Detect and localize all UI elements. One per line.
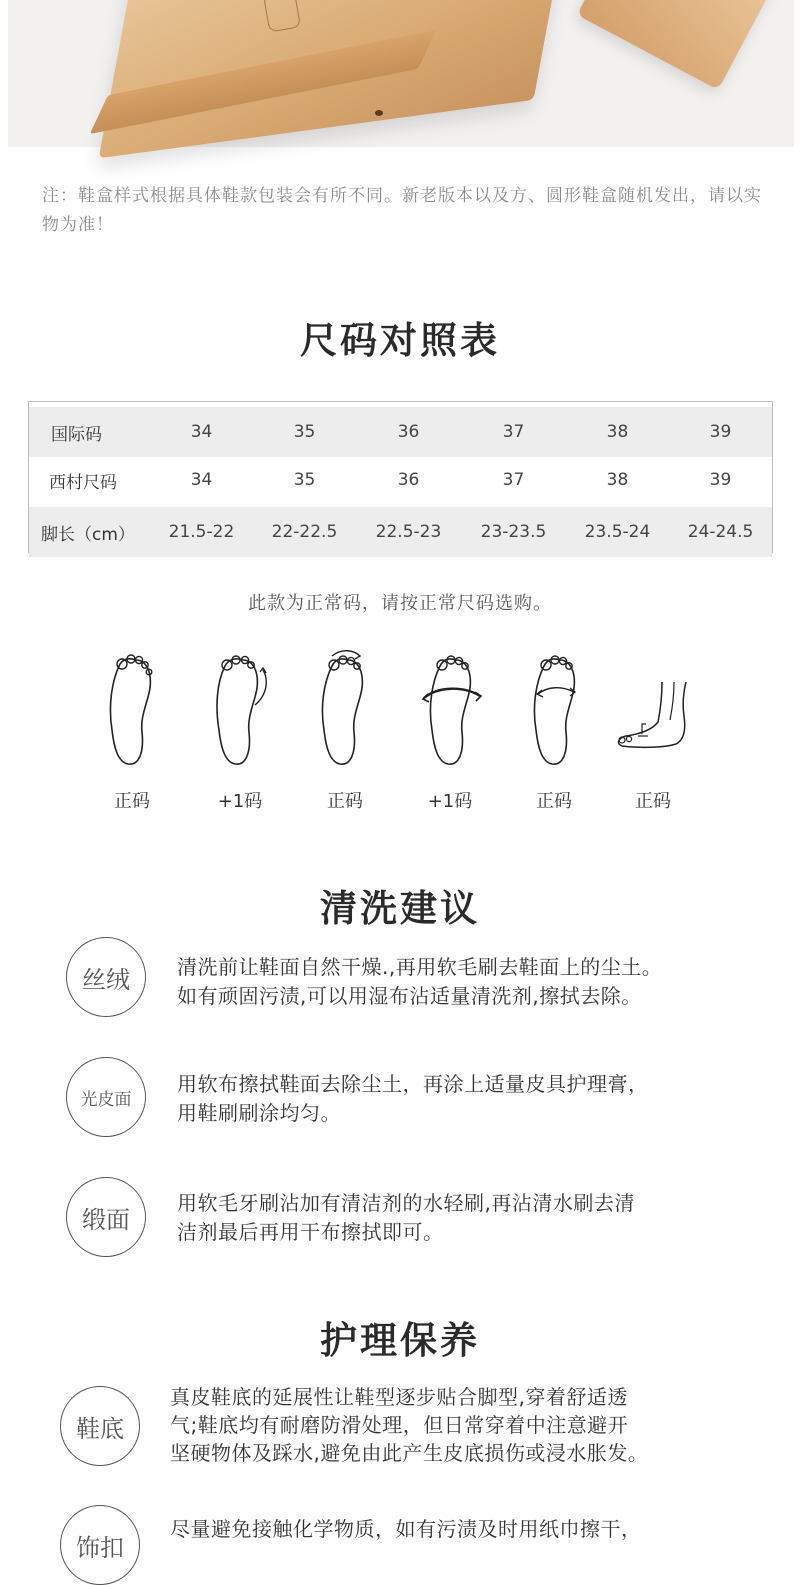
table-row [29, 407, 772, 457]
table-cell: 34 [190, 470, 213, 490]
table-cell: 21.5-22 [168, 522, 235, 542]
table-cell: 36 [397, 422, 420, 442]
table-cell: 22-22.5 [271, 522, 338, 542]
wide-toe-foot-icon [205, 650, 275, 770]
product-photo [8, 0, 794, 147]
foot-size-label: 正码 [327, 791, 363, 812]
table-cell: 35 [293, 470, 316, 490]
velvet-cleaning-text: 清洗前让鞋面自然干燥.,再用软毛刷去鞋面上的尘土。 如有顽固污渍,可以用湿布沾适量清洗剂,擦拭去除。 [177, 955, 663, 1008]
table-cell: 36 [397, 470, 420, 490]
table-cell: 37 [502, 422, 525, 442]
table-cell: 38 [606, 422, 629, 442]
box-logo-icon [263, 0, 301, 32]
table-cell: 23.5-24 [584, 522, 651, 542]
table-cell: 39 [709, 470, 732, 490]
table-row [29, 507, 772, 557]
table-cell: 35 [293, 422, 316, 442]
table-cell: 34 [190, 422, 213, 442]
satin-badge: 缎面 [66, 1177, 146, 1257]
foot-size-label: 正码 [635, 791, 671, 812]
care-title: 护理保养 [320, 1318, 480, 1362]
buckle-badge: 饰扣 [60, 1505, 140, 1585]
foot-size-label: 正码 [114, 791, 150, 812]
sole-badge: 鞋底 [60, 1386, 140, 1466]
box-note: 注：鞋盒样式根据具体鞋款包装会有所不同。新老版本以及方、圆形鞋盒随机发出，请以实物为准！ [42, 186, 762, 235]
foot-size-label: +1码 [427, 791, 473, 812]
sole-care-text: 真皮鞋底的延展性让鞋型逐步贴合脚型,穿着舒适透 气;鞋底均有耐磨防滑处理，但日常穿着中注意避开 坚硬物体及踩水,避免由此产生皮底损伤或浸水胀发。 [170, 1385, 649, 1465]
smooth-leather-badge: 光皮面 [66, 1057, 146, 1137]
buckle-care-text: 尽量避免接触化学物质，如有污渍及时用纸巾擦干， [170, 1517, 642, 1541]
high-toe-foot-icon [310, 650, 380, 770]
cleaning-title: 清洗建议 [320, 886, 480, 930]
normal-foot-icon [98, 650, 168, 770]
table-cell: 24-24.5 [687, 522, 754, 542]
table-cell: 23-23.5 [480, 522, 547, 542]
foot-size-label: +1码 [217, 791, 263, 812]
size-table [28, 401, 773, 553]
row-label: 国际码 [51, 424, 102, 445]
box-hole [375, 110, 383, 116]
table-cell: 37 [502, 470, 525, 490]
shoe-box-second [577, 0, 779, 90]
size-tip: 此款为正常码，请按正常尺码选购。 [248, 593, 552, 614]
velvet-badge: 丝绒 [66, 937, 146, 1017]
row-label: 西村尺码 [49, 472, 117, 493]
row-label: 脚长（cm） [41, 524, 135, 545]
table-row [29, 455, 772, 505]
table-cell: 39 [709, 422, 732, 442]
narrow-forefoot-icon [522, 650, 592, 770]
foot-size-label: 正码 [536, 791, 572, 812]
side-foot-icon [612, 650, 692, 770]
smooth-leather-cleaning-text: 用软布擦拭鞋面去除尘土，再涂上适量皮具护理膏， 用鞋刷刷涂均匀。 [177, 1072, 649, 1125]
wide-forefoot-icon [418, 650, 488, 770]
table-cell: 22.5-23 [375, 522, 442, 542]
size-chart-title: 尺码对照表 [300, 318, 500, 362]
satin-cleaning-text: 用软毛牙刷沾加有清洁剂的水轻刷,再沾清水刷去清 洁剂最后再用干布擦拭即可。 [177, 1191, 635, 1244]
table-cell: 38 [606, 470, 629, 490]
